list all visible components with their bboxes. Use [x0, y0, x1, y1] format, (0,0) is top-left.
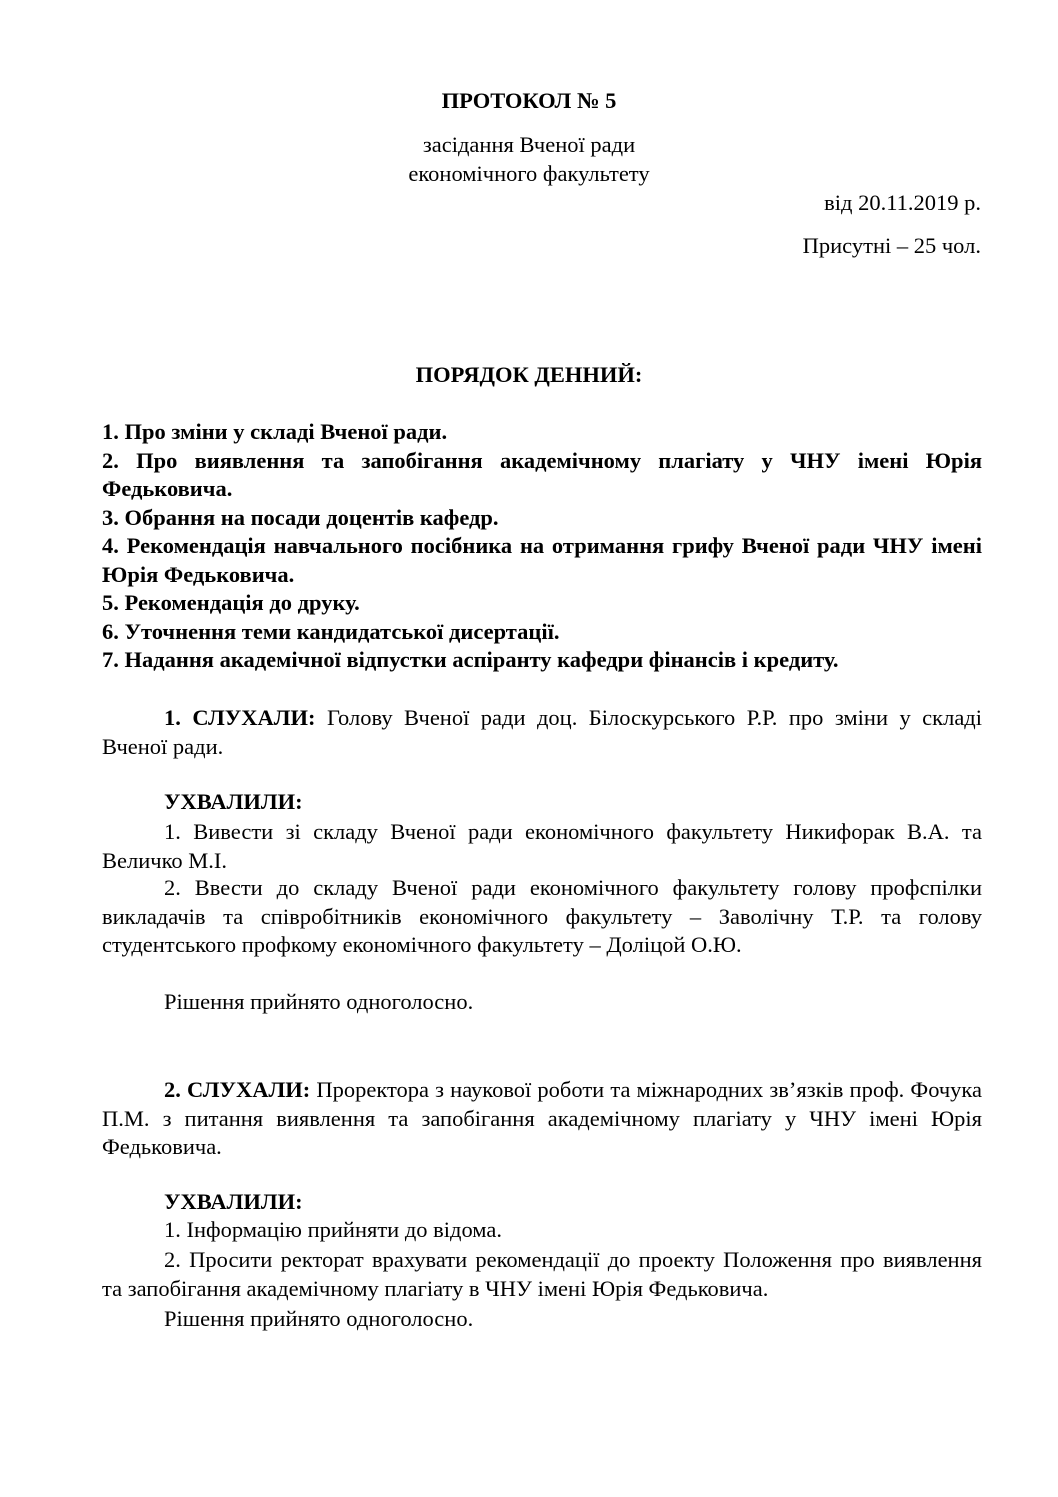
- protocol-title: ПРОТОКОЛ № 5: [441, 88, 617, 113]
- heard-text: Голову Вченої ради доц. Білоскурського Р.Р. про зміни у складі Вченої ради.: [102, 705, 982, 759]
- agenda-item: 6. Уточнення теми кандидатської дисертації.: [102, 618, 560, 644]
- agenda-item: 3. Обрання на посади доцентів кафедр.: [102, 504, 499, 530]
- agenda-item: 7. Надання академічної відпустки аспіранту кафедри фінансів і кредиту.: [102, 647, 839, 672]
- protocol-subtitle-line2: економічного факультету: [408, 161, 650, 186]
- agenda-item: 2. Про виявлення та запобігання академічному плагіату у ЧНУ імені Юрія Федьковича.: [102, 447, 982, 501]
- agenda-item: 1. Про зміни у складі Вченої ради.: [102, 419, 448, 444]
- section-1-resolution-1: 1. Вивести зі складу Вченої ради економічного факультету Никифорак В.А. та Величко М.І.: [102, 819, 982, 873]
- heard-text: Проректора з наукової роботи та міжнародних зв’язків проф. Фочука П.М. з питання виявлення та запобігання академічному плагіату у ЧНУ імені Юрія Федьковича.: [102, 1077, 983, 1159]
- agenda-heading: ПОРЯДОК ДЕННИЙ:: [415, 362, 643, 387]
- meeting-date: від 20.11.2019 р.: [824, 190, 981, 215]
- section-2-resolved-label: УХВАЛИЛИ:: [164, 1189, 303, 1214]
- section-1-resolved-label: УХВАЛИЛИ:: [164, 789, 303, 814]
- attendance-count: Присутні – 25 чол.: [802, 233, 981, 258]
- section-2-heard: [102, 1076, 982, 1162]
- section-2-decision: Рішення прийнято одноголосно.: [164, 1306, 474, 1331]
- section-1-decision: Рішення прийнято одноголосно.: [164, 989, 474, 1014]
- agenda-item: 5. Рекомендація до друку.: [102, 590, 360, 615]
- agenda-item: 4. Рекомендація навчального посібника на отримання грифу Вченої ради ЧНУ імені Юрія Федьковича.: [102, 533, 982, 587]
- section-1-heard: [102, 704, 982, 761]
- section-2-resolution-2: 2. Просити ректорат врахувати рекомендації до проекту Положення про виявлення та запобігання академічному плагіату в ЧНУ імені Юрія Федьковича.: [102, 1247, 982, 1301]
- protocol-subtitle-line1: засідання Вченої ради: [422, 132, 636, 157]
- section-1-resolution-2: 2. Ввести до складу Вченої ради економічного факультету голову профспілки викладачів та співробітників економічного факультету – Заволічну Т.Р. та голову студентського профкому економічного факультету – Доліцой О.Ю.: [102, 875, 982, 957]
- heard-label: 1. СЛУХАЛИ:: [164, 705, 316, 730]
- heard-label: 2. СЛУХАЛИ:: [164, 1077, 311, 1102]
- section-2-resolution-1: 1. Інформацію прийняти до відома.: [164, 1217, 502, 1242]
- agenda-list: [102, 418, 982, 675]
